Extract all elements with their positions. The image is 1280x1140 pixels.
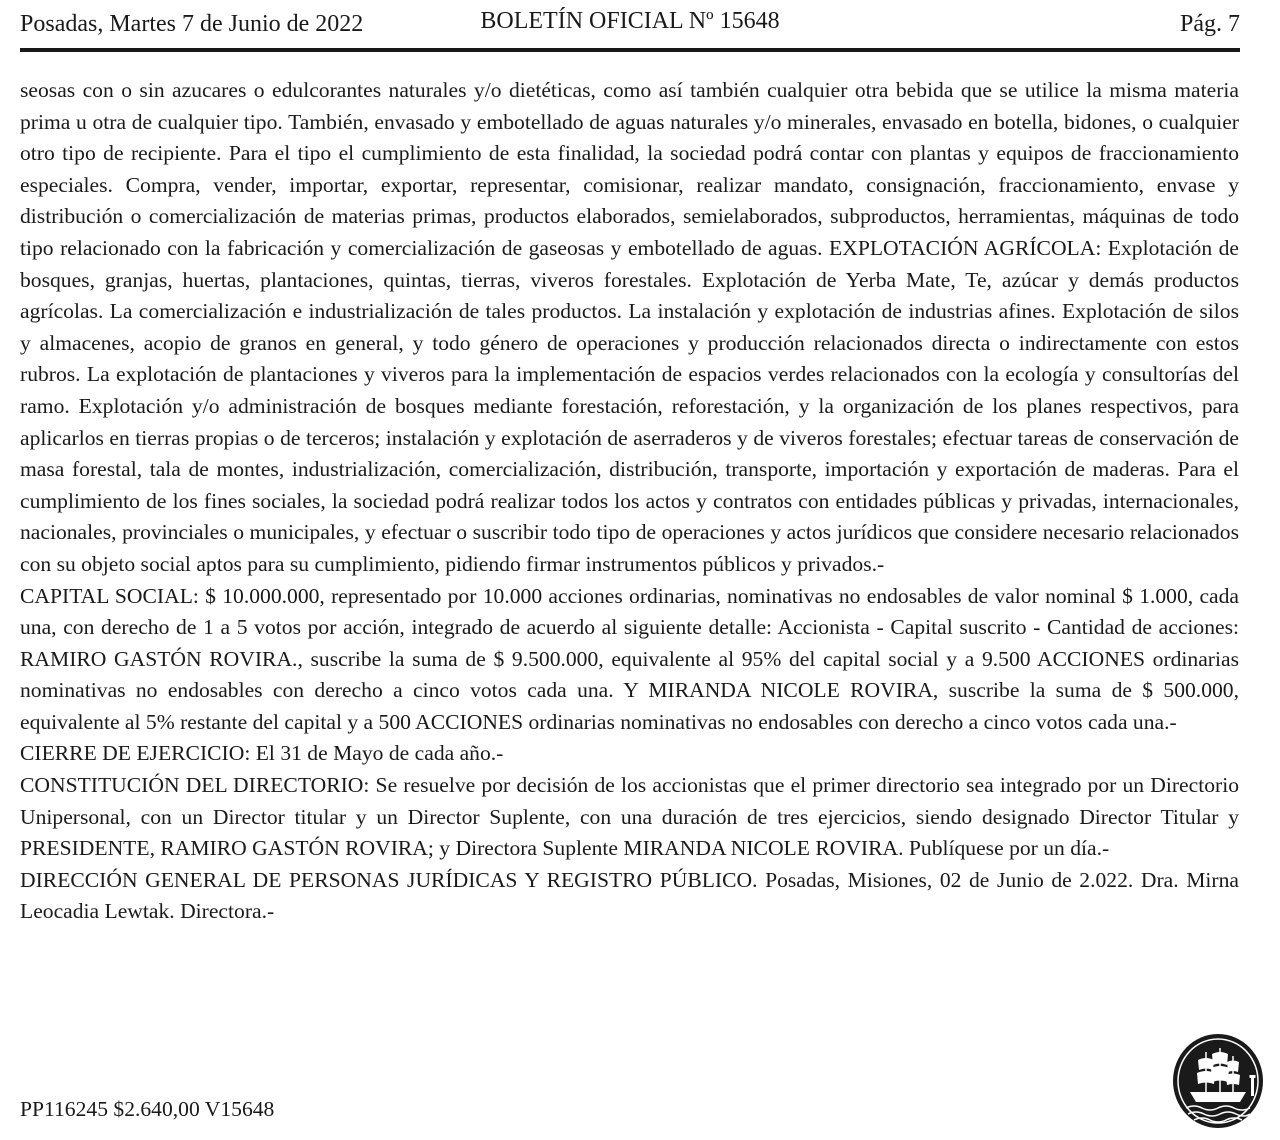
- paragraph-capital: CAPITAL SOCIAL: $ 10.000.000, representado por 10.000 acciones ordinarias, nominativas no endosables de valor nominal $ 1.000, cada una, con derecho de 1 a 5 votos por acción, integrado de acuerdo al siguiente detalle: Accionista - Capital suscrito - Cantidad de acciones: RAMIRO GASTÓN ROVIRA., suscribe la suma de $ 9.500.000, equivalente al 95% del capital social y a 9.500 ACCIONES ordinarias nominativas no endosables con derecho a cinco votos cada una. Y MIRANDA NICOLE ROVIRA, suscribe la suma de $ 500.000, equivalente al 5% restante del capital y a 500 ACCIONES ordinarias nominativas no endosables con derecho a cinco votos cada una.-: [20, 583, 1239, 734]
- paragraph-fiscal-close: CIERRE DE EJERCICIO: El 31 de Mayo de cada año.-: [20, 741, 504, 766]
- paragraph-board: CONSTITUCIÓN DEL DIRECTORIO: Se resuelve por decisión de los accionistas que el primer directorio sea integrado por un Directorio Unipersonal, con un Director titular y un Director Suplente, con una duración de tres ejercicios, siendo designado Director Titular y PRESIDENTE, RAMIRO GASTÓN ROVIRA; y Directora Suplente MIRANDA NICOLE ROVIRA. Publíquese por un día.-: [20, 773, 1239, 861]
- document-body: [20, 75, 1239, 928]
- ship-seal-icon: [1172, 1032, 1264, 1130]
- paragraph-signature: DIRECCIÓN GENERAL DE PERSONAS JURÍDICAS Y REGISTRO PÚBLICO. Posadas, Misiones, 02 de Junio de 2.022. Dra. Mirna Leocadia Lewtak. Directora.-: [20, 867, 1239, 924]
- header-page-number: Pág. 7: [1180, 10, 1240, 37]
- header-divider: [20, 48, 1240, 52]
- publication-reference: PP116245 $2.640,00 V15648: [20, 1097, 275, 1121]
- header-place-date: Posadas, Martes 7 de Junio de 2022: [20, 10, 364, 37]
- header-title: BOLETÍN OFICIAL Nº 15648: [480, 8, 780, 34]
- paragraph-object: seosas con o sin azucares o edulcorantes naturales y/o dietéticas, como así también cualquier otra bebida que se utilice la misma materia prima u otra de cualquier tipo. También, envasado y embotellado de aguas naturales y/o minerales, envasado en botella, bidones, o cualquier otro tipo de recipiente. Para el tipo el cumplimiento de esta finalidad, la sociedad podrá contar con plantas y equipos de fraccionamiento especiales. Compra, vender, importar, exportar, representar, comisionar, realizar mandato, consignación, fraccionamiento, envase y distribución o comercialización de materias primas, productos elaborados, semielaborados, subproductos, herramientas, máquinas de todo tipo relacionado con la fabricación y comercialización de gaseosas y embotellado de aguas. EXPLOTACIÓN AGRÍCOLA: Explotación de bosques, granjas, huertas, plantaciones, quintas, tierras, viveros forestales. Explotación de Yerba Mate, Te, azúcar y demás productos agrícolas. La comercialización e industrialización de tales productos. La instalación y explotación de industrias afines. Explotación de silos y almacenes, acopio de granos en general, y todo género de operaciones y producción relacionados directa o indirectamente con estos rubros. La explotación de plantaciones y viveros para la implementación de espacios verdes relacionados con la ecología y consultorías del ramo. Explotación y/o administración de bosques mediante forestación, reforestación, y la organización de los planes respectivos, para aplicarlos en tierras propias o de terceros; instalación y explotación de aserraderos y de viveros forestales; efectuar tareas de conservación de masa forestal, tala de montes, industrialización, comercialización, distribución, transporte, importación y exportación de maderas. Para el cumplimiento de los fines sociales, la sociedad podrá realizar todos los actos y contratos con entidades públicas y privadas, internacionales, nacionales, provinciales o municipales, y efectuar o suscribir todo tipo de operaciones y actos jurídicos que considere necesario relacionados con su objeto social aptos para su cumplimiento, pidiendo firmar instrumentos públicos y privados.-: [20, 78, 1239, 576]
- page-header: [20, 4, 1240, 44]
